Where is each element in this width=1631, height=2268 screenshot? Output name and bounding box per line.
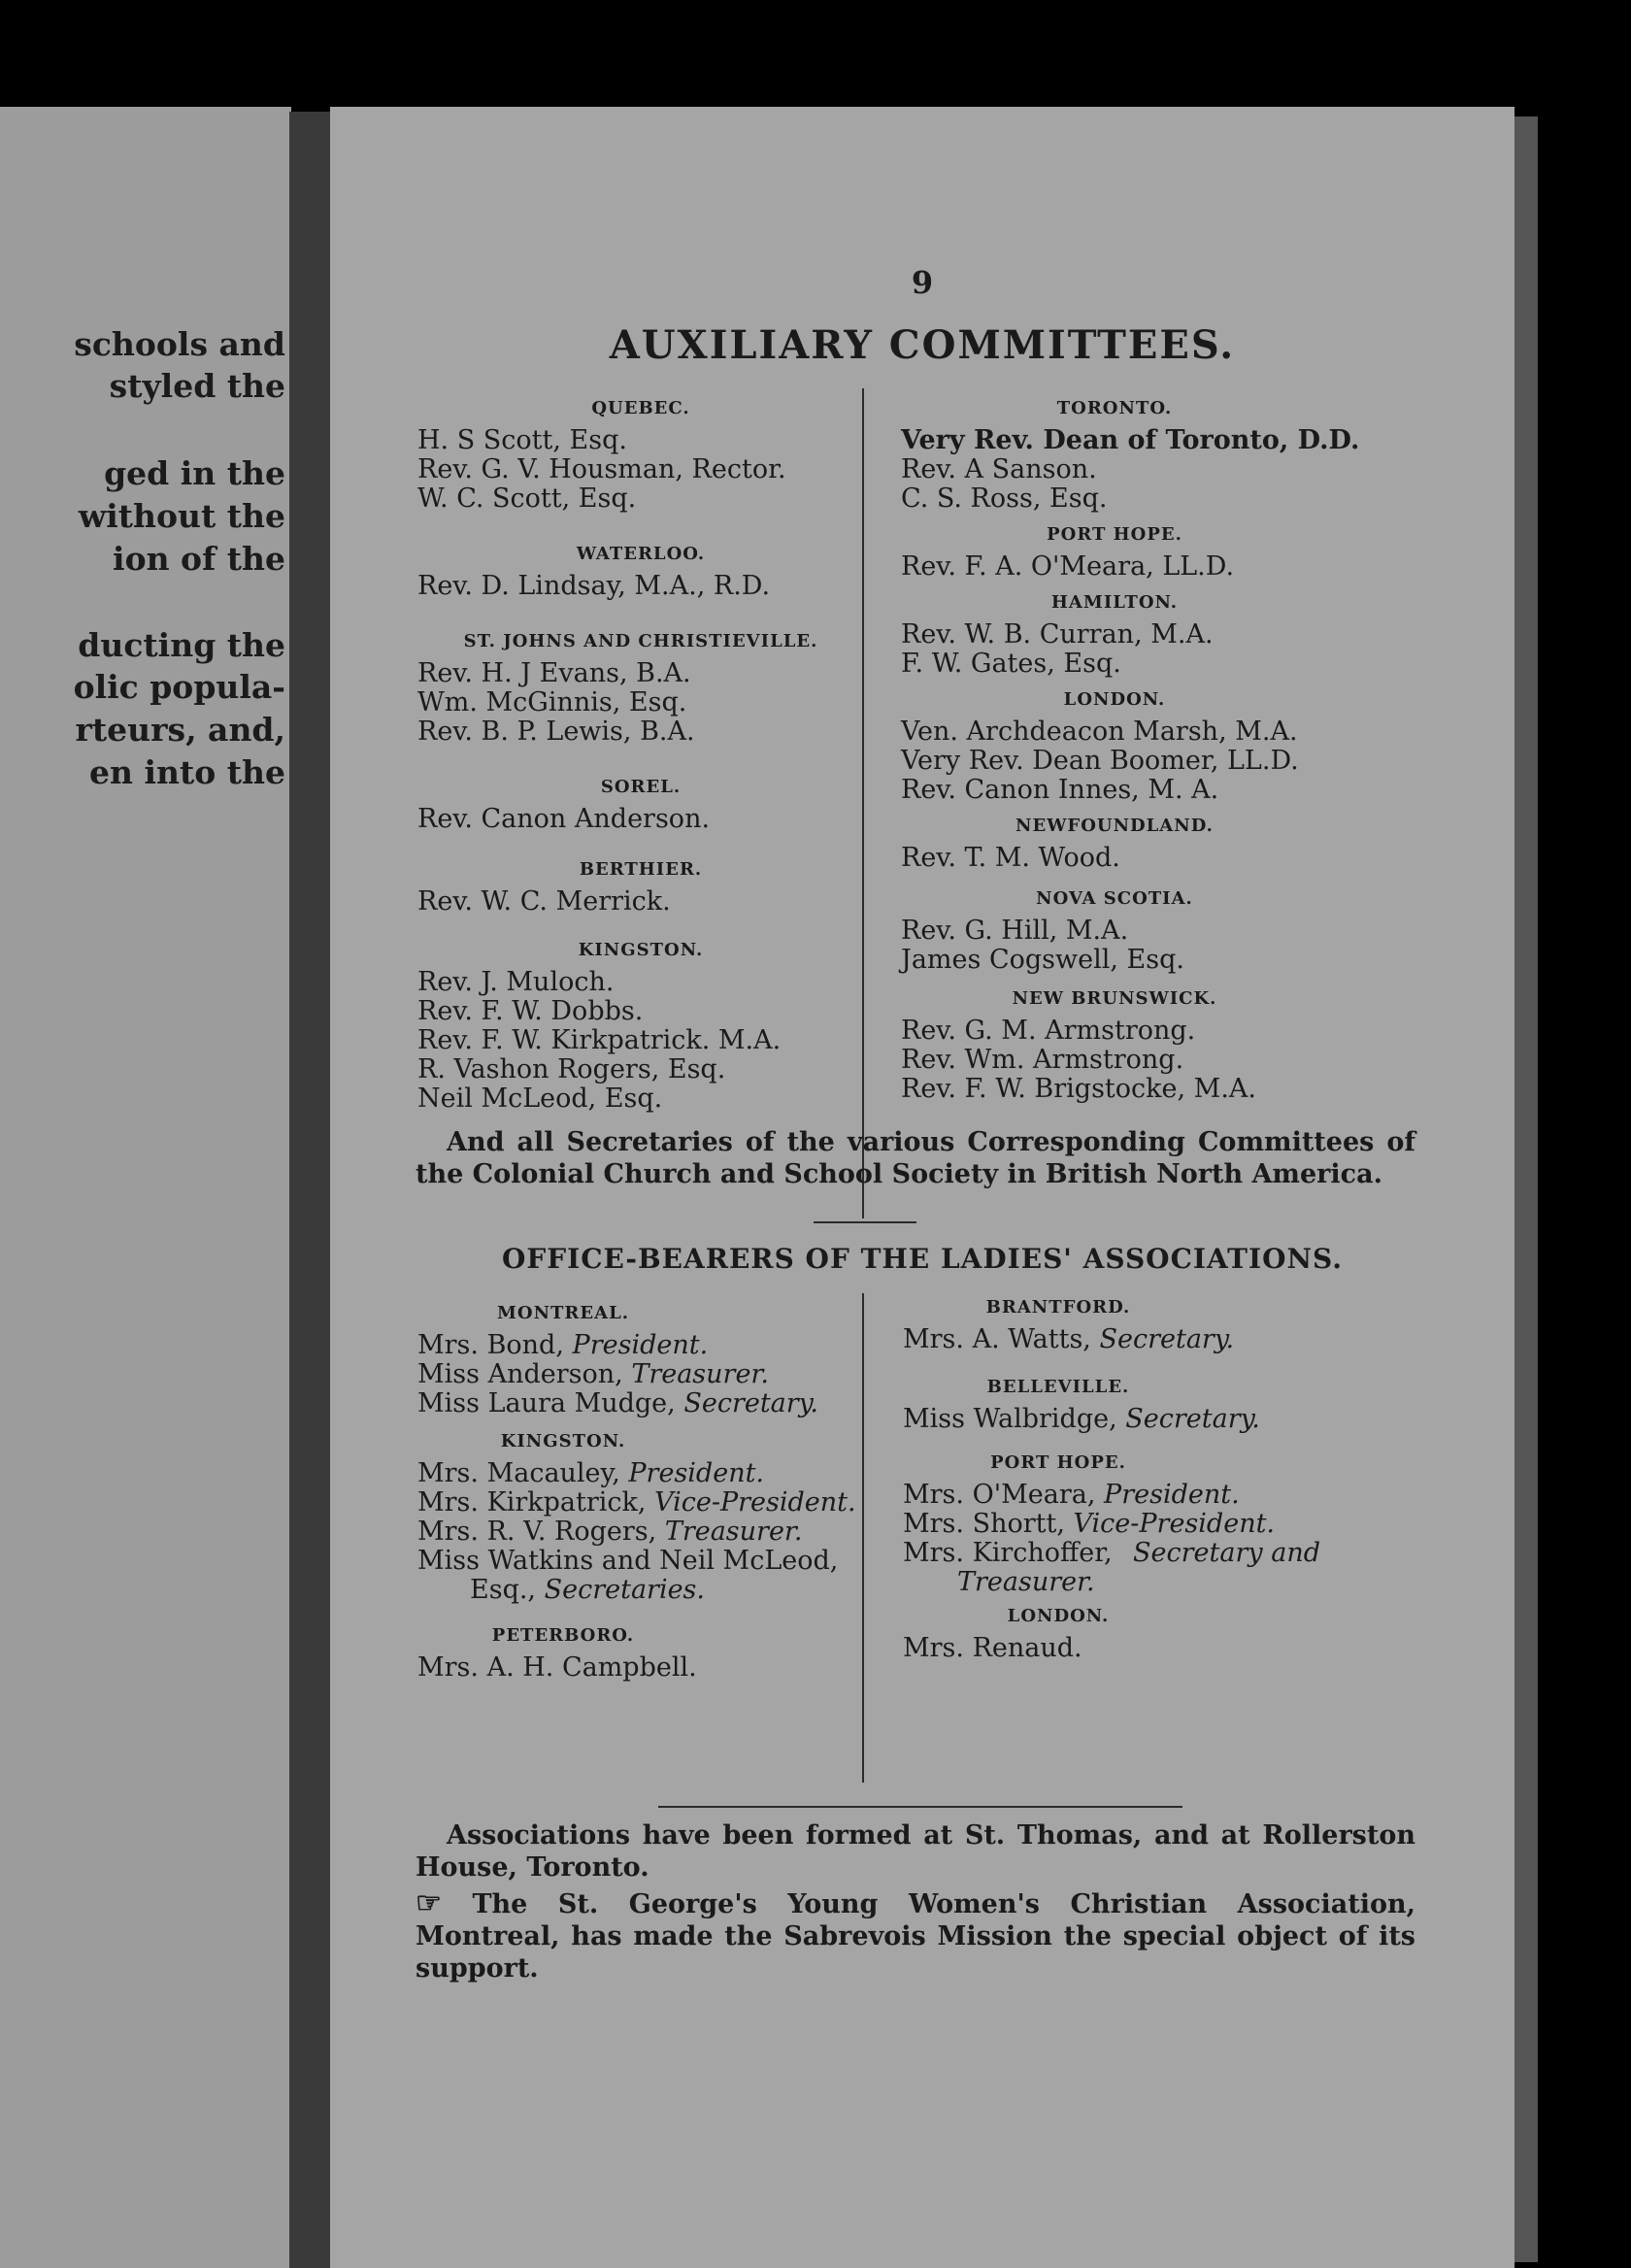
location-heading: LONDON. xyxy=(1007,1606,1110,1626)
committee-member: Rev. Canon Anderson. xyxy=(417,804,711,834)
office-bearer: Mrs. A. H. Campbell. xyxy=(417,1652,697,1683)
location-heading: NEW BRUNSWICK. xyxy=(1012,988,1217,1009)
office-bearer: Miss Anderson, Treasurer. xyxy=(417,1359,769,1389)
committee-berthier xyxy=(417,859,864,917)
office-bearer: Mrs. Macauley, President. xyxy=(417,1458,765,1488)
page-number: 9 xyxy=(911,264,934,301)
committee-member: Rev. W. C. Merrick. xyxy=(417,886,671,917)
office-bearer: Mrs. Shortt, Vice-President. xyxy=(903,1509,1276,1539)
ladies-london xyxy=(903,1606,1214,1663)
committee-member: Rev. D. Lindsay, M.A., R.D. xyxy=(417,571,771,601)
committee-member: Rev. H. J Evans, B.A. xyxy=(417,658,691,688)
committee-quebec xyxy=(417,398,864,514)
committee-kingston xyxy=(417,940,864,1114)
location-heading: ST. JOHNS AND CHRISTIEVILLE. xyxy=(463,631,818,651)
location-heading: WATERLOO. xyxy=(576,544,706,564)
committee-member: R. Vashon Rogers, Esq. xyxy=(417,1054,726,1084)
document-page xyxy=(330,107,1514,2268)
left-page-line: rteurs, and, xyxy=(75,711,285,749)
committee-member: Rev. Canon Innes, M. A. xyxy=(901,775,1219,805)
committee-member: James Cogswell, Esq. xyxy=(901,945,1184,975)
left-page-line: ion of the xyxy=(113,540,285,578)
page-title: AUXILIARY COMMITTEES. xyxy=(609,322,1236,368)
location-heading: BRANTFORD. xyxy=(985,1297,1131,1317)
location-heading: KINGSTON. xyxy=(500,1431,626,1451)
column-divider xyxy=(862,388,864,1218)
ladies-section-title: OFFICE-BEARERS OF THE LADIES' ASSOCIATIONS. xyxy=(501,1243,1344,1275)
ladies-port-hope xyxy=(903,1452,1320,1597)
left-page-line: ged in the xyxy=(104,454,285,492)
location-heading: NOVA SCOTIA. xyxy=(1036,888,1193,909)
committee-member: H. S Scott, Esq. xyxy=(417,425,627,455)
committee-member: Ven. Archdeacon Marsh, M.A. xyxy=(901,717,1298,747)
location-heading: PORT HOPE. xyxy=(990,1452,1126,1473)
committee-member: Rev. G. Hill, M.A. xyxy=(901,916,1129,946)
left-page-line: without the xyxy=(78,497,285,535)
committee-member: Very Rev. Dean of Toronto, D.D. xyxy=(901,425,1360,455)
section-rule xyxy=(814,1221,916,1223)
office-bearer: Miss Watkins and Neil McLeod, xyxy=(417,1546,839,1576)
office-bearer: Mrs. A. Watts, Secretary. xyxy=(903,1324,1235,1354)
office-bearer: Treasurer. xyxy=(957,1567,1095,1597)
committee-member: Wm. McGinnis, Esq. xyxy=(417,687,687,717)
committee-member: Rev. F. W. Brigstocke, M.A. xyxy=(901,1074,1256,1104)
committee-member: Rev. W. B. Curran, M.A. xyxy=(901,619,1214,650)
committee-member: C. S. Ross, Esq. xyxy=(901,484,1108,514)
committee-port-hope xyxy=(901,524,1328,582)
page-edge xyxy=(1514,117,1538,2262)
st-george-text: The St. George's Young Women's Christian Association, Montreal, has made the Sabrevois Mission the special object of its support. xyxy=(416,1889,1415,1984)
office-bearer: Esq., Secretaries. xyxy=(470,1575,705,1605)
office-bearer: Mrs. R. V. Rogers, Treasurer. xyxy=(417,1517,803,1547)
committee-london xyxy=(901,689,1328,805)
location-heading: KINGSTON. xyxy=(578,940,704,960)
left-facing-page xyxy=(0,107,291,2268)
committee-waterloo xyxy=(417,544,864,601)
committee-member: W. C. Scott, Esq. xyxy=(417,484,637,514)
location-heading: PORT HOPE. xyxy=(1047,524,1182,545)
location-heading: MONTREAL. xyxy=(496,1303,630,1323)
committee-nova-scotia xyxy=(901,888,1328,975)
column-divider xyxy=(862,1293,864,1783)
book-spine-shadow xyxy=(289,112,330,2268)
committee-member: Neil McLeod, Esq. xyxy=(417,1084,663,1114)
committee-member: F. W. Gates, Esq. xyxy=(901,649,1121,679)
committee-member: Rev. G. M. Armstrong. xyxy=(901,1016,1196,1046)
location-heading: BERTHIER. xyxy=(579,859,703,880)
pointing-hand-icon: ☞ xyxy=(416,1886,442,1920)
left-page-line: styled the xyxy=(109,367,285,405)
committee-member: Rev. A Sanson. xyxy=(901,454,1097,484)
ladies-montreal xyxy=(417,1303,818,1418)
left-page-line: ducting the xyxy=(78,626,285,664)
office-bearer: Miss Walbridge, Secretary. xyxy=(903,1404,1260,1434)
location-heading: TORONTO. xyxy=(1056,398,1173,418)
office-bearer: Mrs. O'Meara, President. xyxy=(903,1480,1240,1510)
committee-member: Rev. B. P. Lewis, B.A. xyxy=(417,717,695,747)
office-bearer: Miss Laura Mudge, Secretary. xyxy=(417,1388,818,1418)
left-page-line: olic popula- xyxy=(73,668,285,706)
location-heading: QUEBEC. xyxy=(591,398,690,418)
corresponding-committees-note: And all Secretaries of the various Corresponding Committees of the Colonial Church and School Society in British North America. xyxy=(416,1127,1415,1189)
section-rule xyxy=(658,1806,1182,1808)
committee-newfoundland xyxy=(901,816,1328,873)
location-heading: SOREL. xyxy=(600,777,682,797)
committee-sorel xyxy=(417,777,864,834)
committee-toronto xyxy=(901,398,1360,514)
committee-hamilton xyxy=(901,592,1328,679)
office-bearer: Mrs. Bond, President. xyxy=(417,1330,709,1360)
committee-member: Rev. Wm. Armstrong. xyxy=(901,1045,1184,1075)
left-page-line: schools and xyxy=(74,325,285,363)
committee-member: Rev. F. A. O'Meara, LL.D. xyxy=(901,551,1235,582)
location-heading: HAMILTON. xyxy=(1050,592,1179,613)
st-george-note xyxy=(416,1887,1415,1984)
ladies-peterboro xyxy=(417,1625,709,1683)
ladies-brantford xyxy=(903,1297,1235,1354)
committee-member: Rev. T. M. Wood. xyxy=(901,843,1120,873)
location-heading: BELLEVILLE. xyxy=(986,1377,1130,1397)
committee-member: Rev. F. W. Dobbs. xyxy=(417,996,644,1026)
location-heading: NEWFOUNDLAND. xyxy=(1015,816,1214,836)
committee-member: Rev. G. V. Housman, Rector. xyxy=(417,454,786,484)
committee-member: Rev. J. Muloch. xyxy=(417,967,615,997)
left-page-line: en into the xyxy=(89,753,285,791)
location-heading: PETERBORO. xyxy=(491,1625,635,1646)
committee-member: Very Rev. Dean Boomer, LL.D. xyxy=(901,746,1299,776)
ladies-kingston xyxy=(417,1431,856,1605)
office-bearer: Mrs. Renaud. xyxy=(903,1633,1082,1663)
office-bearer: Mrs. Kirkpatrick, Vice-President. xyxy=(417,1487,856,1518)
associations-note: Associations have been formed at St. Thomas, and at Rollerston House, Toronto. xyxy=(416,1820,1415,1883)
office-bearer: Mrs. Kirchoffer, Secretary and xyxy=(903,1538,1320,1568)
committee-member: Rev. F. W. Kirkpatrick. M.A. xyxy=(417,1025,782,1055)
location-heading: LONDON. xyxy=(1063,689,1166,710)
ladies-belleville xyxy=(903,1377,1260,1434)
committee-new-brunswick xyxy=(901,988,1328,1104)
committee-st-johns xyxy=(417,631,864,747)
